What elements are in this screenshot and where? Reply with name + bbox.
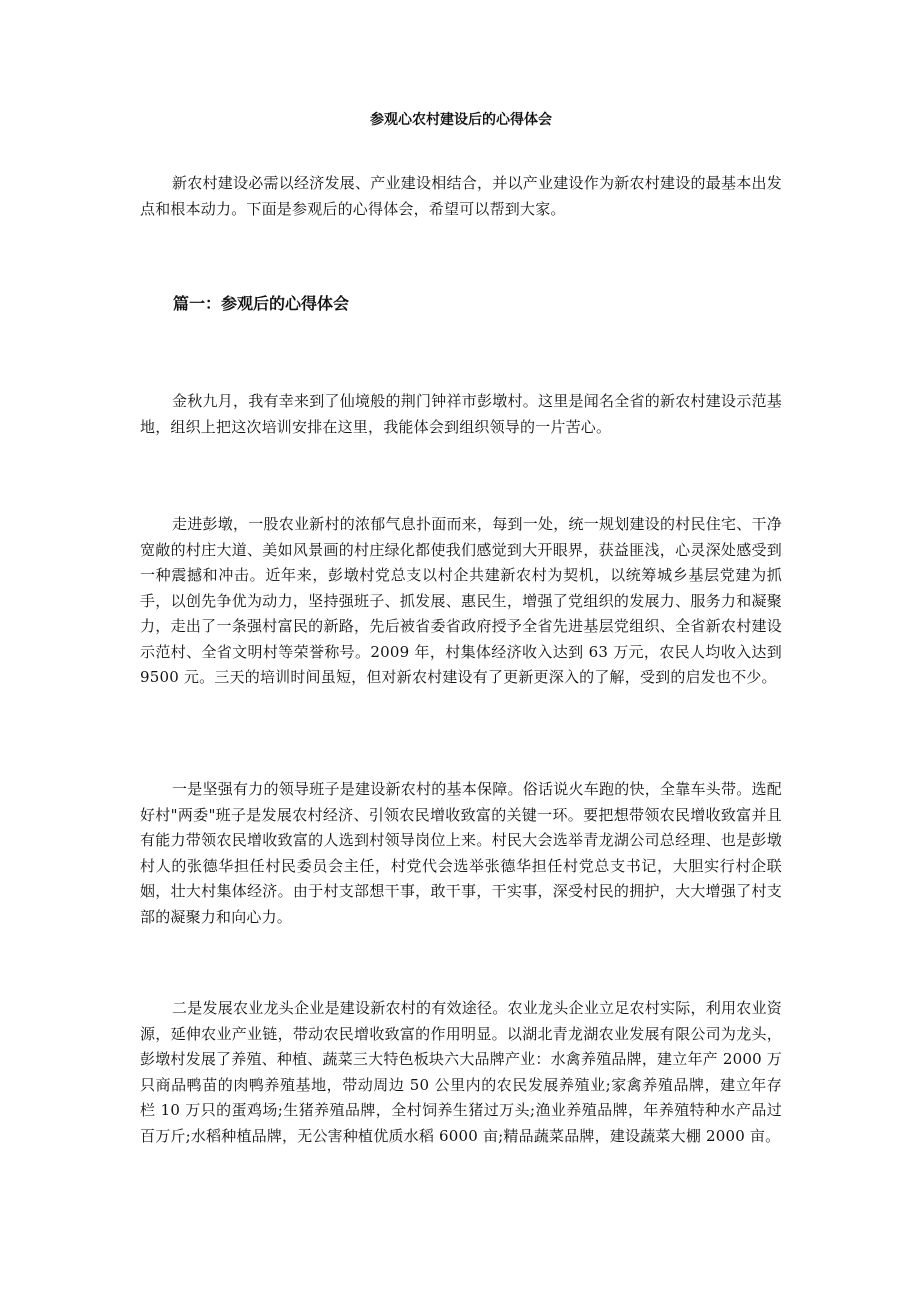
intro-paragraph: 新农村建设必需以经济发展、产业建设相结合，并以产业建设作为新农村建设的最基本出发点和根本动力。下面是参观后的心得体会，希望可以帮到大家。 (140, 174, 782, 218)
body-paragraph: 二是发展农业龙头企业是建设新农村的有效途径。农业龙头企业立足农村实际，利用农业资源，延伸农业产业链，带动农民增收致富的作用明显。以湖北青龙湖农业发展有限公司为龙头，彭墩村发展了养殖、种植、蔬菜三大特色板块六大品牌产业：水禽养殖品牌，建立年产 2000 万只商品鸭苗的肉鸭养殖基地，带动周边 50 公里内的农民发展养殖业;家禽养殖品牌，建立年存栏 10 万只的蛋鸡场;生猪养殖品牌，全村饲养生猪过万头;渔业养殖品牌，年养殖特种水产品过百万斤;水稻种植品牌，无公害种植优质水稻 6000 亩;精品蔬菜品牌，建设蔬菜大棚 2000 亩。 (140, 999, 782, 1145)
body-paragraph: 走进彭墩，一股农业新村的浓郁气息扑面而来，每到一处，统一规划建设的村民住宅、干净宽敞的村庄大道、美如风景画的村庄绿化都使我们感觉到大开眼界，获益匪浅，心灵深处感受到一种震撼和冲击。近年来，彭墩村党总支以村企共建新农村为契机，以统筹城乡基层党建为抓手，以创先争优为动力，坚持强班子、抓发展、惠民生，增强了党组织的发展力、服务力和凝聚力，走出了一条强村富民的新路，先后被省委省政府授予全省先进基层党组织、全省新农村建设示范村、全省文明村等荣誉称号。2009 年，村集体经济收入达到 63 万元，农民人均收入达到 9500 元。三天的培训时间虽短，但对新农村建设有了更新更深入的了解，受到的启发也不少。 (140, 515, 782, 686)
document-title: 参观心农村建设后的心得体会 (370, 112, 552, 128)
body-paragraph: 金秋九月，我有幸来到了仙境般的荆门钟祥市彭墩村。这里是闻名全省的新农村建设示范基地，组织上把这次培训安排在这里，我能体会到组织领导的一片苦心。 (140, 392, 782, 436)
body-paragraph: 一是坚强有力的领导班子是建设新农村的基本保障。俗话说火车跑的快，全靠车头带。选配好村"两委"班子是发展农村经济、引领农民增收致富的关键一环。要把想带领农民增收致富并且有能力带领农民增收致富的人选到村领导岗位上来。村民大会选举青龙湖公司总经理、也是彭墩村人的张德华担任村民委员会主任，村党代会选举张德华担任村党总支书记，大胆实行村企联姻，壮大村集体经济。由于村支部想干事，敢干事，干实事，深受村民的拥护，大大增强了村支部的凝聚力和向心力。 (140, 780, 782, 926)
section-heading: 篇一：参观后的心得体会 (173, 294, 350, 313)
